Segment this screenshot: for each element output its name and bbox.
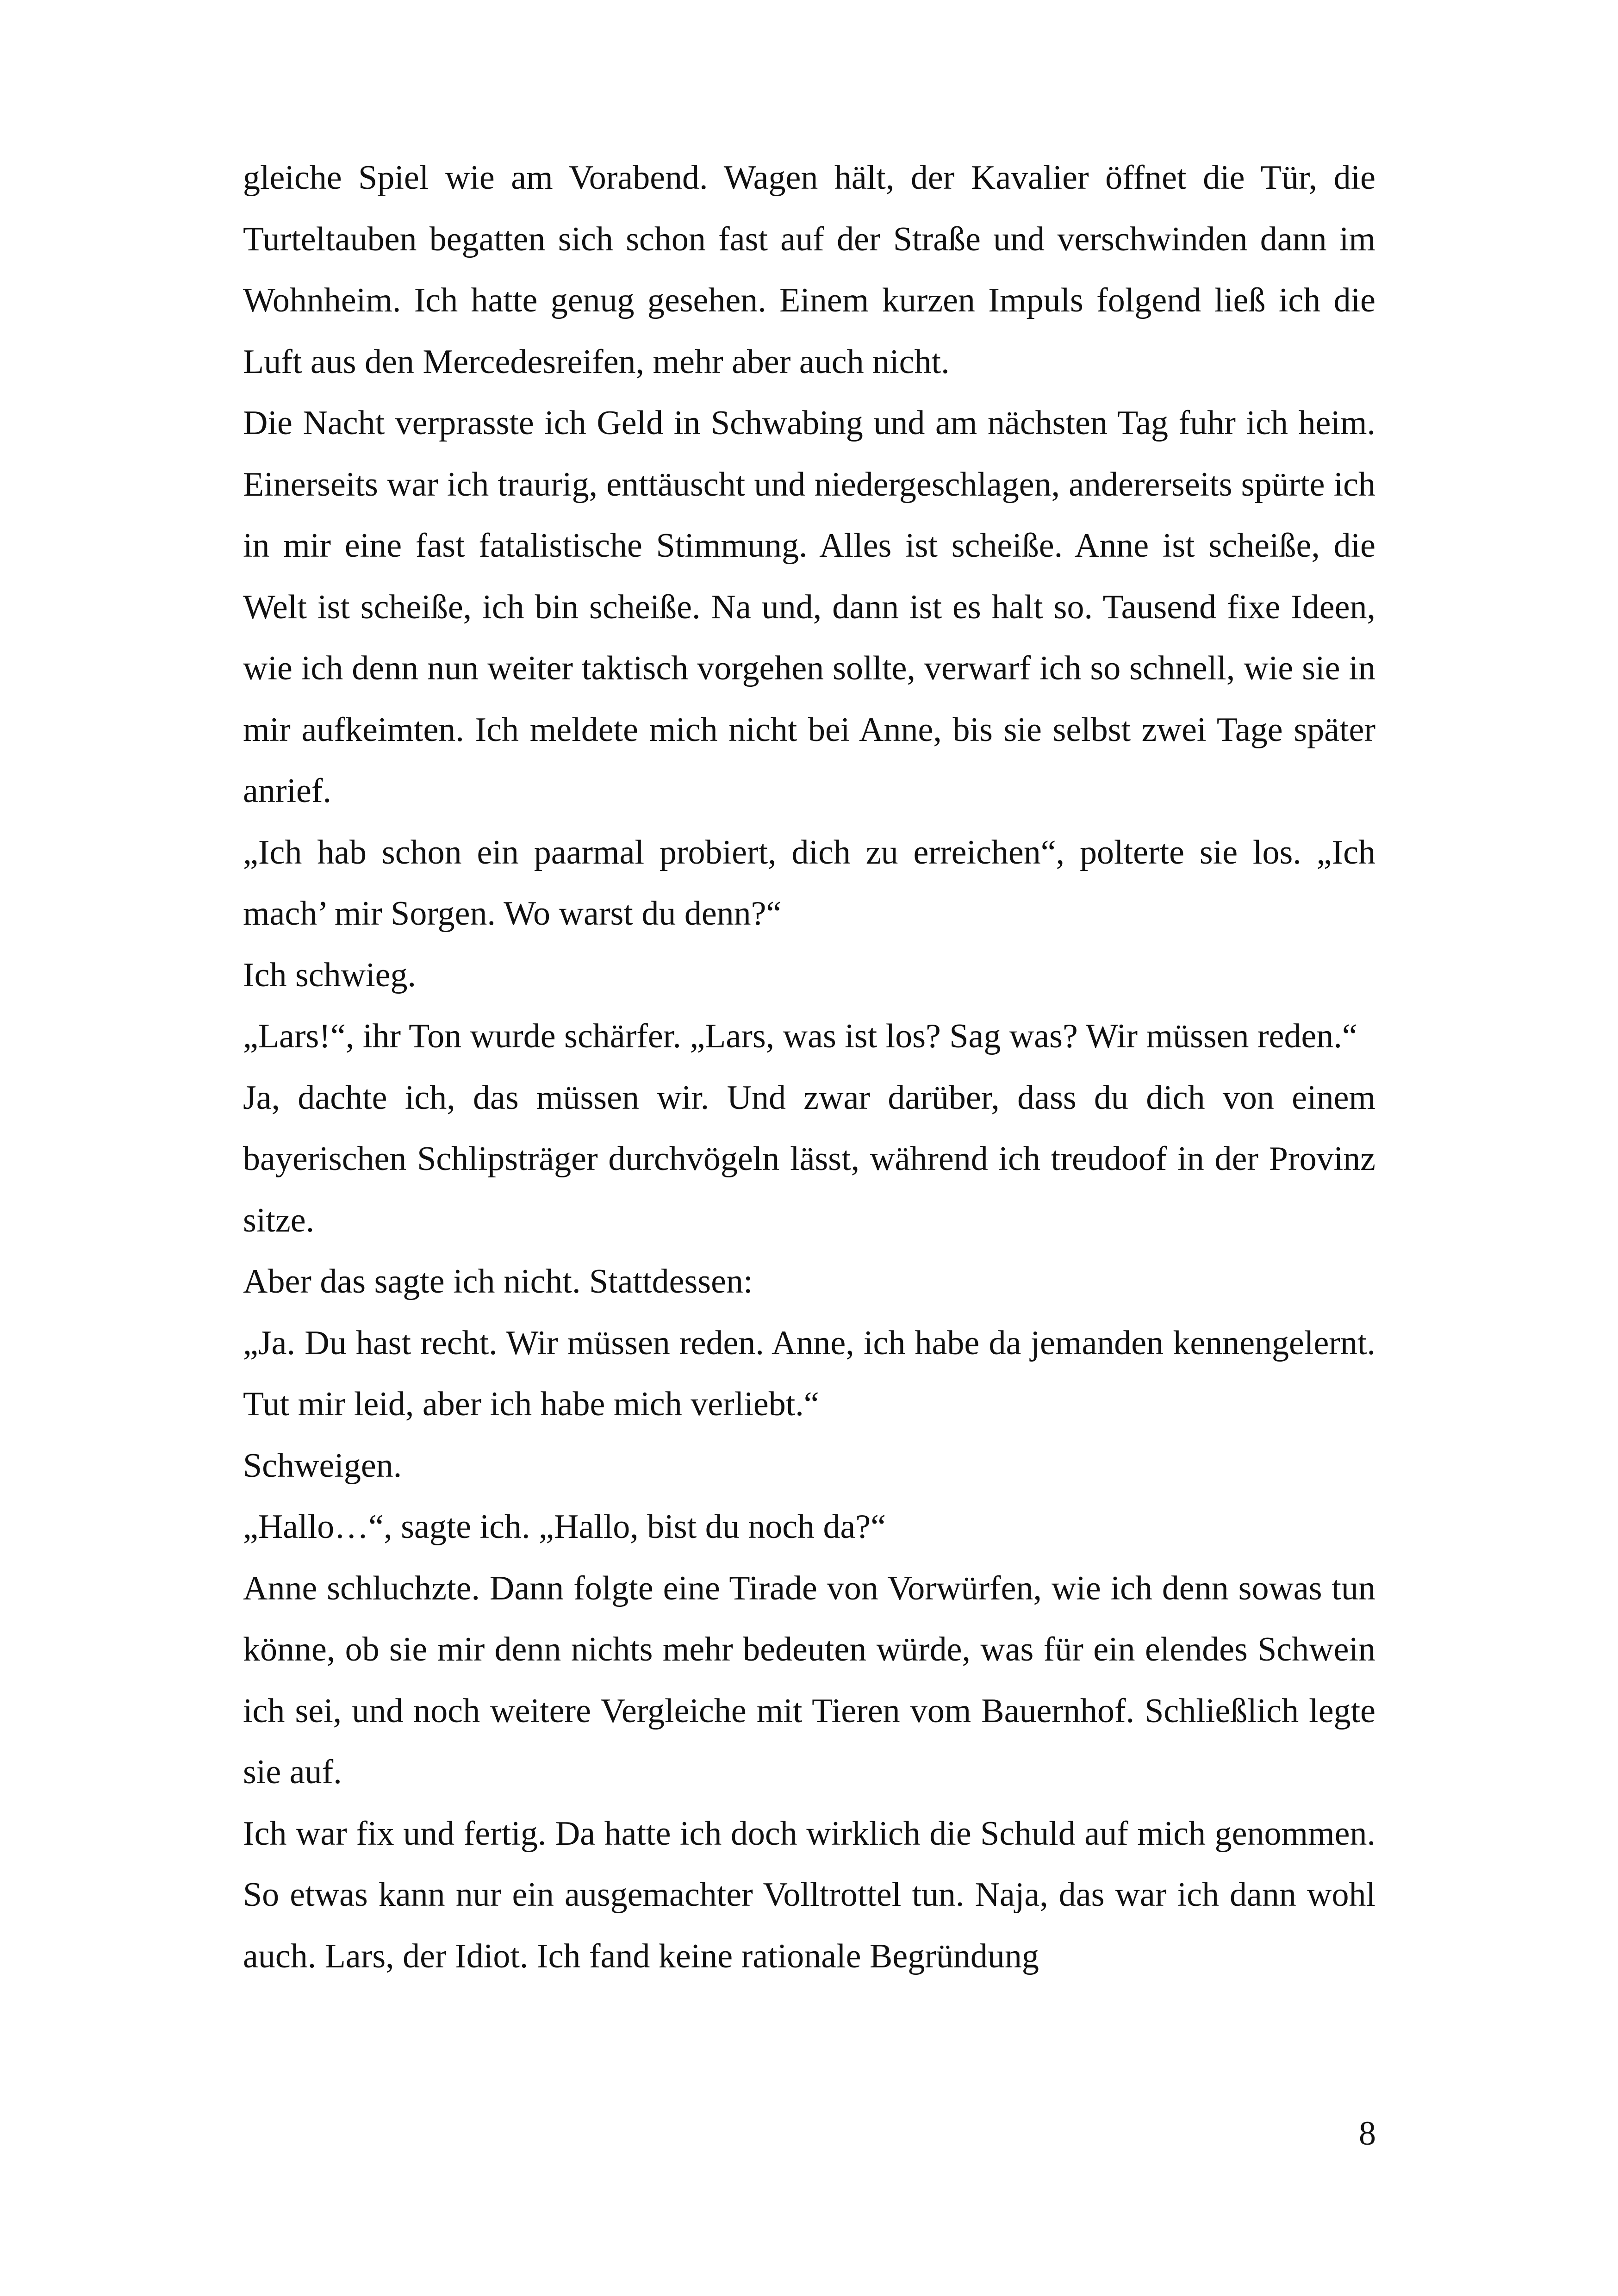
paragraph: Aber das sagte ich nicht. Stattdessen: [243,1263,753,1300]
paragraph: Anne schluchzte. Dann folgte eine Tirade von Vorwürfen, wie ich denn sowas tun könne, ob sie mir denn nichts mehr bedeuten würde, was für ein elendes Schwein ich sei, und noch weitere Vergleiche mit Tieren vom Bauernhof. Schließlich legte sie auf. [243,1569,1375,1791]
paragraph: Ja, dachte ich, das müssen wir. Und zwar darüber, dass du dich von einem bayerischen Schlipsträger durchvögeln lässt, während ich treudoof in der Provinz sitze. [243,1078,1375,1239]
paragraph: Ich war fix und fertig. Da hatte ich doch wirklich die Schuld auf mich genommen. So etwas kann nur ein ausgemachter Volltrottel tun. Naja, das war ich dann wohl auch. Lars, der Idiot. Ich fand keine rationale Begründung [243,1814,1375,1975]
paragraph: Schweigen. [243,1446,402,1485]
paragraph: „Hallo…“, sagte ich. „Hallo, bist du noch da?“ [243,1508,886,1546]
paragraph: Die Nacht verprasste ich Geld in Schwabing und am nächsten Tag fuhr ich heim. Einerseits war ich traurig, enttäuscht und niedergeschlagen, andererseits spürte ich in mir eine fast fatalistische Stimmung. Alles ist scheiße. Anne ist scheiße, die Welt ist scheiße, ich bin scheiße. Na und, dann ist es halt so. Tausend fixe Ideen, wie ich denn nun weiter taktisch vorgehen sollte, verwarf ich so schnell, wie sie in mir aufkeimten. Ich meldete mich nicht bei Anne, bis sie selbst zwei Tage später anrief. [243,404,1375,810]
paragraph: „Ja. Du hast recht. Wir müssen reden. Anne, ich habe da jemanden kennengelernt. Tut mir leid, aber ich habe mich verliebt.“ [243,1324,1375,1423]
paragraph: „Lars!“, ihr Ton wurde schärfer. „Lars, was ist los? Sag was? Wir müssen reden.“ [243,1017,1357,1055]
paragraph: gleiche Spiel wie am Vorabend. Wagen hält, der Kavalier öffnet die Tür, die Turteltauben begatten sich schon fast auf der Straße und verschwinden dann im Wohnheim. Ich hatte genug gesehen. Einem kurzen Impuls folgend ließ ich die Luft aus den Mercedesreifen, mehr aber auch nicht. [243,159,1375,381]
paragraph: Ich schwieg. [243,956,416,994]
paragraph: „Ich hab schon ein paarmal probiert, dich zu erreichen“, polterte sie los. „Ich mach’ mir Sorgen. Wo warst du denn?“ [243,833,1375,933]
page-number: 8 [1359,2115,1376,2153]
body-text [243,147,1375,1987]
